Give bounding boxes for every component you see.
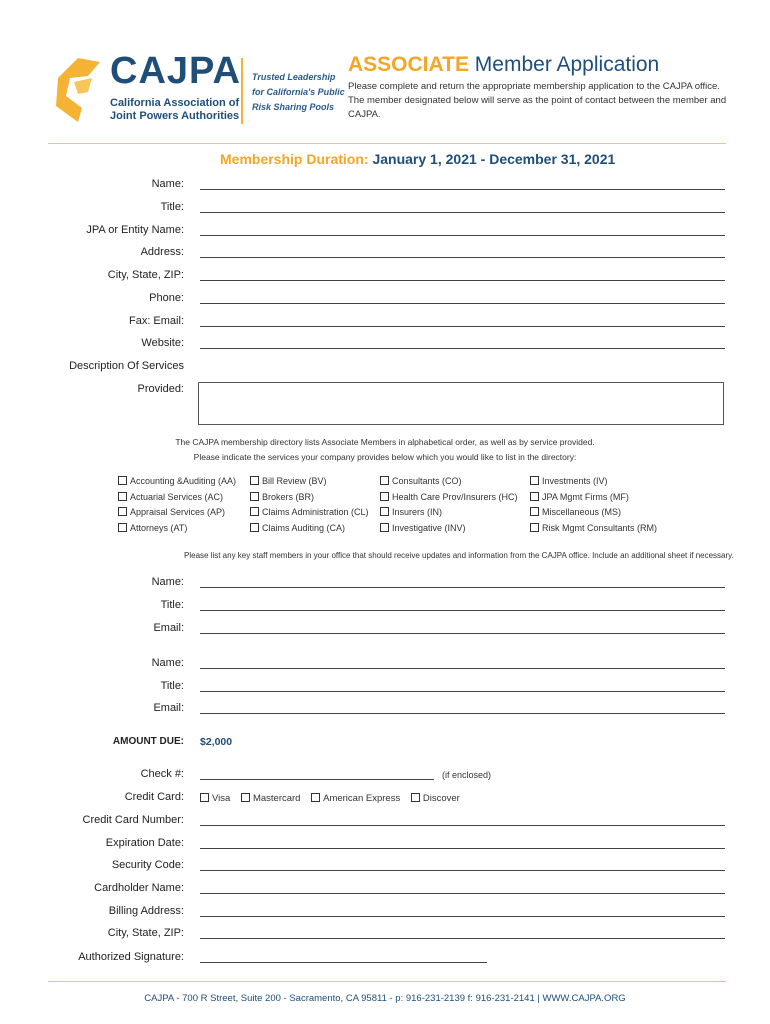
checkbox-icon[interactable] xyxy=(118,476,127,485)
title-accent: ASSOCIATE xyxy=(348,53,469,76)
amount-due-label: AMOUNT DUE: xyxy=(112,736,184,747)
checkbox-icon[interactable] xyxy=(380,476,389,485)
if-enclosed-note: (if enclosed) xyxy=(442,770,492,780)
service-label: Consultants (CO) xyxy=(392,476,462,486)
service-option[interactable] xyxy=(250,490,369,506)
service-label: Claims Administration (CL) xyxy=(262,507,369,517)
description-label-line1: Description Of Services xyxy=(69,360,184,372)
service-label: Investments (IV) xyxy=(542,476,608,486)
service-option[interactable] xyxy=(250,474,369,490)
check-field[interactable] xyxy=(200,779,434,780)
header-divider xyxy=(48,143,726,144)
checkbox-icon[interactable] xyxy=(530,507,539,516)
duration-value: January 1, 2021 - December 31, 2021 xyxy=(368,151,616,167)
services-column-3 xyxy=(380,474,518,536)
phone-label: Phone: xyxy=(149,292,184,304)
logo-sub-line2: Joint Powers Authorities xyxy=(110,110,240,122)
service-option[interactable] xyxy=(380,521,518,537)
checkbox-icon[interactable] xyxy=(200,793,209,802)
cc-option-amex[interactable] xyxy=(311,793,400,804)
cc-option-label: American Express xyxy=(323,793,401,804)
staff2-email-field[interactable] xyxy=(200,713,725,714)
phone-field[interactable] xyxy=(200,303,725,304)
checkbox-icon[interactable] xyxy=(530,476,539,485)
tagline-line1: Trusted Leadership xyxy=(252,72,336,82)
cardholder-field[interactable] xyxy=(200,893,725,894)
staff1-name-field[interactable] xyxy=(200,587,725,588)
billing-city-label: City, State, ZIP: xyxy=(107,927,184,939)
directory-note-line1: The CAJPA membership directory lists Associate Members in alphabetical order, as well as by service provided. xyxy=(175,437,595,447)
staff1-title-label: Title: xyxy=(160,599,184,611)
tagline-line2: for California's Public xyxy=(252,87,345,97)
footer-divider xyxy=(48,981,726,982)
website-field[interactable] xyxy=(200,348,725,349)
service-label: Claims Auditing (CA) xyxy=(262,522,346,533)
checkbox-icon[interactable] xyxy=(118,492,127,501)
signature-field[interactable] xyxy=(200,962,487,963)
checkbox-icon[interactable] xyxy=(530,492,539,501)
service-label: Miscellaneous (MS) xyxy=(542,507,622,517)
services-column-2 xyxy=(250,474,369,536)
service-option[interactable] xyxy=(530,474,657,490)
staff2-title-label: Title: xyxy=(160,680,184,692)
service-option[interactable] xyxy=(530,505,657,521)
logo-tagline xyxy=(252,70,345,115)
description-textarea[interactable] xyxy=(198,382,724,425)
duration-label: Membership Duration: xyxy=(220,151,369,167)
city-label: City, State, ZIP: xyxy=(107,269,184,281)
service-label: Actuarial Services (AC) xyxy=(130,491,224,502)
service-label: Bill Review (BV) xyxy=(262,476,327,486)
checkbox-icon[interactable] xyxy=(250,476,259,485)
cc-option-label: Discover xyxy=(422,793,460,804)
service-label: JPA Mgmt Firms (MF) xyxy=(542,491,629,502)
service-option[interactable] xyxy=(118,490,236,506)
service-label: Investigative (INV) xyxy=(392,522,466,533)
staff1-name-label: Name: xyxy=(151,576,184,588)
signature-label: Authorized Signature: xyxy=(78,951,184,963)
expiration-field[interactable] xyxy=(200,848,725,849)
billing-address-label: Billing Address: xyxy=(108,905,184,917)
service-option[interactable] xyxy=(380,505,518,521)
service-option[interactable] xyxy=(250,521,369,537)
staff1-email-label: Email: xyxy=(153,622,184,634)
fax-email-label: Fax: Email: xyxy=(128,315,184,327)
checkbox-icon[interactable] xyxy=(241,793,250,802)
service-label: Accounting &Auditing (AA) xyxy=(130,476,237,486)
security-code-field[interactable] xyxy=(200,870,725,871)
name-field[interactable] xyxy=(200,189,725,190)
cc-number-label: Credit Card Number: xyxy=(82,814,184,826)
cc-number-field[interactable] xyxy=(200,825,725,826)
logo-divider xyxy=(241,58,243,124)
title-label: Title: xyxy=(160,201,184,213)
name-label: Name: xyxy=(151,178,184,190)
service-option[interactable] xyxy=(118,505,236,521)
service-label: Health Care Prov/Insurers (HC) xyxy=(392,491,518,502)
directory-note-line2: Please indicate the services your company provides below which you would like to list in the directory: xyxy=(193,452,577,462)
checkbox-icon[interactable] xyxy=(411,793,420,802)
expiration-label: Expiration Date: xyxy=(105,837,184,849)
address-field[interactable] xyxy=(200,257,725,258)
amount-due-value: $2,000 xyxy=(200,736,233,748)
entity-label: JPA or Entity Name: xyxy=(86,224,184,236)
entity-field[interactable] xyxy=(200,235,725,236)
cc-option-visa[interactable] xyxy=(200,793,230,804)
service-label: Attorneys (AT) xyxy=(130,522,188,533)
service-option[interactable] xyxy=(250,505,369,521)
check-label: Check #: xyxy=(140,768,184,780)
checkbox-icon[interactable] xyxy=(118,523,127,532)
staff2-title-field[interactable] xyxy=(200,691,725,692)
cc-option-discover[interactable] xyxy=(411,793,460,804)
logo-sub-line1: California Association of xyxy=(110,97,240,109)
logo-wordmark: CAJPA xyxy=(110,50,241,92)
title-rest: Member Application xyxy=(468,53,660,76)
billing-city-field[interactable] xyxy=(200,938,725,939)
staff1-email-field[interactable] xyxy=(200,633,725,634)
services-column-1 xyxy=(118,474,236,536)
address-label: Address: xyxy=(140,246,184,258)
checkbox-icon[interactable] xyxy=(118,507,127,516)
footer-text: CAJPA - 700 R Street, Suite 200 - Sacramento, CA 95811 - p: 916-231-2139 f: 916-231-2141 | WWW.CAJPA.ORG xyxy=(144,993,626,1004)
service-label: Risk Mgmt Consultants (RM) xyxy=(542,522,658,533)
service-label: Brokers (BR) xyxy=(262,491,315,502)
credit-card-options xyxy=(200,793,460,804)
cc-option-mastercard[interactable] xyxy=(241,793,301,804)
logo-subtitle xyxy=(110,97,239,123)
checkbox-icon[interactable] xyxy=(311,793,320,802)
intro-text: Please complete and return the appropriate membership application to the CAJPA office. The member designated below will serve as the point of contact between the member and CAJPA. xyxy=(348,81,727,120)
checkbox-icon[interactable] xyxy=(530,523,539,532)
credit-card-label: Credit Card: xyxy=(124,791,184,803)
billing-address-field[interactable] xyxy=(200,916,725,917)
checkbox-icon[interactable] xyxy=(380,523,389,532)
service-option[interactable] xyxy=(380,474,518,490)
checkbox-icon[interactable] xyxy=(250,507,259,516)
cc-option-label: Visa xyxy=(212,793,231,804)
security-code-label: Security Code: xyxy=(111,859,184,871)
service-option[interactable] xyxy=(530,521,657,537)
description-label-line2: Provided: xyxy=(137,383,184,395)
staff2-name-field[interactable] xyxy=(200,668,725,669)
service-label: Appraisal Services (AP) xyxy=(130,507,226,517)
service-label: Insurers (IN) xyxy=(392,507,443,517)
services-column-4 xyxy=(530,474,657,536)
checkbox-icon[interactable] xyxy=(380,507,389,516)
service-option[interactable] xyxy=(380,490,518,506)
service-option[interactable] xyxy=(118,474,236,490)
checkbox-icon[interactable] xyxy=(250,523,259,532)
staff-note: Please list any key staff members in your office that should receive updates and information from the CAJPA office. Include an additional sheet if necessary. xyxy=(184,551,734,560)
website-label: Website: xyxy=(141,337,184,349)
page-title xyxy=(348,53,659,77)
cc-option-label: Mastercard xyxy=(252,793,301,804)
membership-duration xyxy=(220,151,615,167)
staff2-email-label: Email: xyxy=(153,702,184,714)
tagline-line3: Risk Sharing Pools xyxy=(252,102,335,112)
checkbox-icon[interactable] xyxy=(380,492,389,501)
checkbox-icon[interactable] xyxy=(250,492,259,501)
fax-email-field[interactable] xyxy=(200,326,725,327)
service-option[interactable] xyxy=(530,490,657,506)
staff1-title-field[interactable] xyxy=(200,610,725,611)
cardholder-label: Cardholder Name: xyxy=(94,882,184,894)
staff2-name-label: Name: xyxy=(151,657,184,669)
title-field[interactable] xyxy=(200,212,725,213)
service-option[interactable] xyxy=(118,521,236,537)
city-field[interactable] xyxy=(200,280,725,281)
